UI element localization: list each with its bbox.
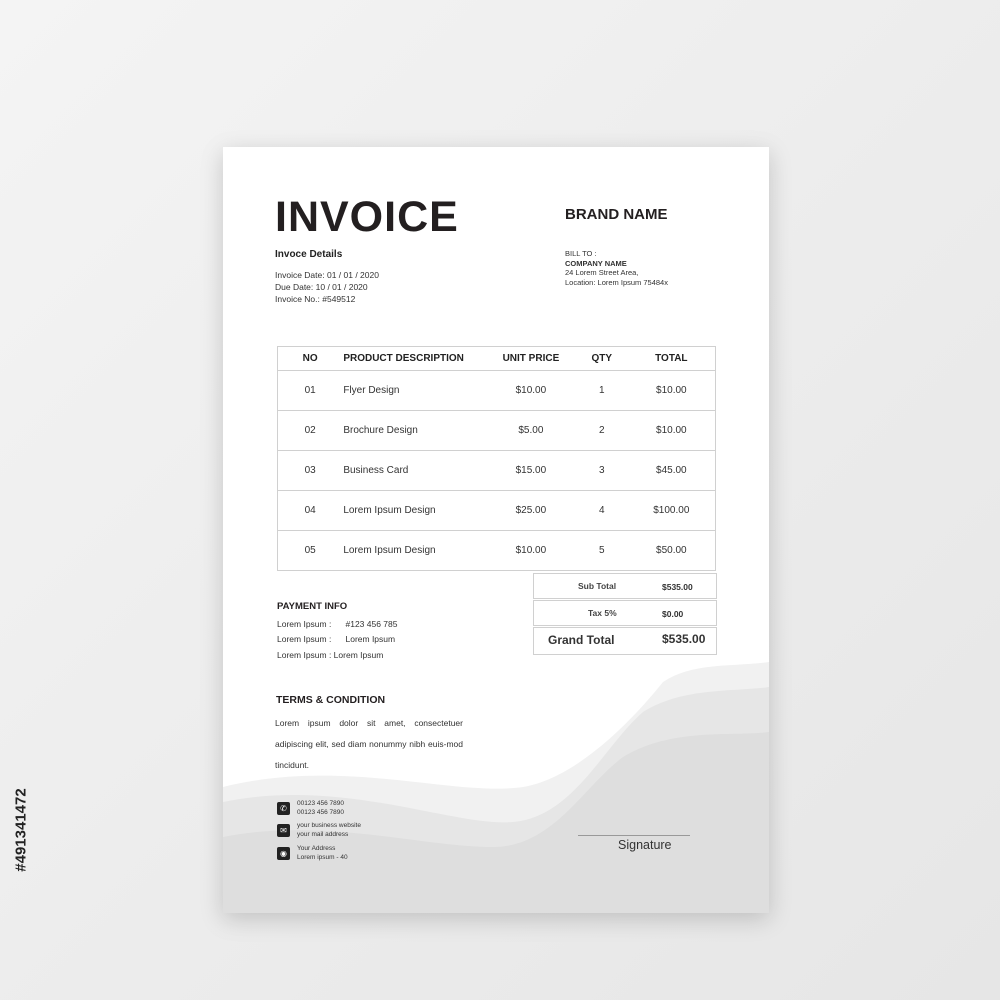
row-no: 03 bbox=[278, 451, 343, 491]
header-total: TOTAL bbox=[628, 347, 716, 371]
subtotal-box bbox=[533, 573, 717, 599]
row-qty: 4 bbox=[576, 491, 628, 531]
business-website: your business website bbox=[297, 822, 361, 829]
table-row bbox=[278, 371, 716, 411]
phone-number: 00123 456 7890 bbox=[297, 800, 344, 807]
row-total: $10.00 bbox=[628, 371, 716, 411]
terms-body: Lorem ipsum dolor sit amet, consectetuer adipiscing elit, sed diam nonummy nibh euis-mod tincidunt. bbox=[275, 718, 463, 770]
row-unit-price: $15.00 bbox=[486, 451, 576, 491]
mail-icon: ✉ bbox=[277, 824, 290, 837]
items-table bbox=[277, 346, 716, 571]
company-name: COMPANY NAME bbox=[565, 258, 627, 268]
row-qty: 2 bbox=[576, 411, 628, 451]
row-description: Business Card bbox=[342, 451, 486, 491]
grand-total-value: $535.00 bbox=[662, 632, 706, 646]
row-description: Lorem Ipsum Design bbox=[343, 545, 436, 556]
brand-name: BRAND NAME bbox=[565, 206, 668, 223]
terms-heading: TERMS & CONDITION bbox=[276, 694, 386, 706]
invoice-page bbox=[223, 147, 769, 913]
row-total: $50.00 bbox=[656, 545, 687, 556]
subtotal-value: $535.00 bbox=[662, 582, 693, 592]
payment-line: Lorem Ipsum : #123 456 785 bbox=[277, 619, 398, 629]
row-no: 02 bbox=[278, 411, 343, 451]
payment-line: Lorem Ipsum : Lorem Ipsum bbox=[277, 634, 396, 644]
table-row bbox=[278, 531, 716, 571]
invoice-date: Invoice Date: 01 / 01 / 2020 bbox=[275, 270, 379, 280]
row-total: $100.00 bbox=[628, 491, 716, 531]
invoice-title: INVOICE bbox=[275, 193, 459, 241]
row-description: Brochure Design bbox=[342, 411, 486, 451]
table-row bbox=[278, 491, 716, 531]
row-no: 05 bbox=[304, 545, 316, 556]
row-no: 01 bbox=[278, 371, 343, 411]
row-description: Flyer Design bbox=[342, 371, 486, 411]
mail-address: your mail address bbox=[297, 830, 349, 838]
row-description: Lorem Ipsum Design bbox=[342, 491, 486, 531]
header-description: PRODUCT DESCRIPTION bbox=[342, 347, 486, 371]
web-block bbox=[297, 822, 361, 839]
signature-label: Signature bbox=[618, 838, 672, 852]
address-value: Lorem ipsum - 40 bbox=[297, 853, 348, 861]
phone-block bbox=[297, 800, 344, 817]
due-date: Due Date: 10 / 01 / 2020 bbox=[275, 282, 368, 292]
grand-total-label: Grand Total bbox=[548, 633, 615, 647]
row-qty: 1 bbox=[576, 371, 628, 411]
row-unit-price: $10.00 bbox=[486, 371, 576, 411]
grand-total-box bbox=[533, 627, 717, 655]
payment-info-heading: PAYMENT INFO bbox=[277, 601, 348, 612]
tax-value: $0.00 bbox=[662, 609, 684, 619]
header-unit-price: UNIT PRICE bbox=[486, 347, 576, 371]
bill-address: 24 Lorem Street Area, bbox=[565, 268, 639, 277]
table-row bbox=[278, 411, 716, 451]
bill-location: Location: Lorem Ipsum 75484x bbox=[565, 277, 668, 287]
invoice-number: Invoice No.: #549512 bbox=[275, 294, 356, 304]
stock-id-watermark bbox=[8, 765, 34, 895]
subtotal-label: Sub Total bbox=[578, 581, 617, 591]
row-total: $10.00 bbox=[628, 411, 716, 451]
payment-line: Lorem Ipsum : Lorem Ipsum bbox=[277, 650, 384, 660]
header-qty: QTY bbox=[576, 347, 628, 371]
header-no: NO bbox=[278, 347, 343, 371]
row-total: $45.00 bbox=[628, 451, 716, 491]
bill-to-label: BILL TO : bbox=[565, 249, 597, 258]
phone-number: 00123 456 7890 bbox=[297, 808, 344, 816]
location-pin-icon: ◉ bbox=[277, 847, 290, 860]
row-qty: 5 bbox=[598, 545, 605, 556]
address-label: Your Address bbox=[297, 845, 336, 852]
row-qty: 3 bbox=[576, 451, 628, 491]
table-header-row bbox=[278, 347, 716, 371]
row-no: 04 bbox=[278, 491, 343, 531]
address-block bbox=[297, 845, 348, 862]
row-unit-price: $25.00 bbox=[486, 491, 576, 531]
tax-box bbox=[533, 600, 717, 626]
bill-to-block bbox=[565, 249, 668, 287]
table-row bbox=[278, 451, 716, 491]
invoice-details-heading: Invoce Details bbox=[275, 249, 343, 260]
phone-icon: ✆ bbox=[277, 802, 290, 815]
invoice-details bbox=[275, 269, 379, 305]
stock-id-text: #491341472 bbox=[12, 788, 30, 872]
tax-label: Tax 5% bbox=[588, 608, 617, 618]
signature-line bbox=[578, 835, 690, 836]
row-unit-price: $5.00 bbox=[486, 411, 576, 451]
row-unit-price: $10.00 bbox=[515, 545, 547, 556]
